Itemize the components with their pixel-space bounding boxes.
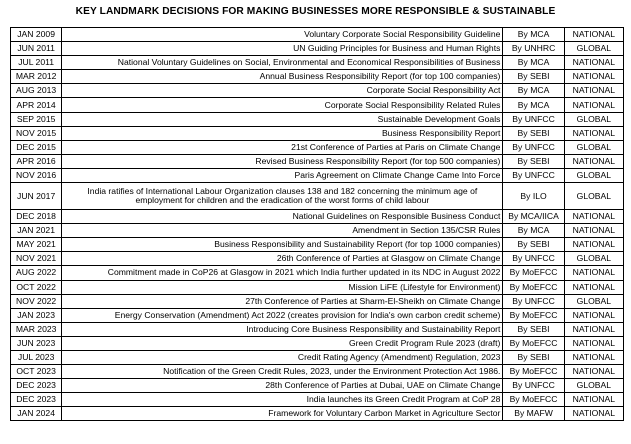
scope-cell: GLOBAL: [564, 294, 623, 308]
table-row: [11, 84, 624, 98]
table-row: [11, 112, 624, 126]
date-cell: DEC 2015: [11, 140, 62, 154]
scope-cell: NATIONAL: [564, 336, 623, 350]
decision-cell: Framework for Voluntary Carbon Market in Agriculture Sector: [62, 407, 503, 421]
decision-cell: National Guidelines on Responsible Business Conduct: [62, 210, 503, 224]
decision-cell: 28th Conference of Parties at Dubai, UAE on Climate Change: [62, 379, 503, 393]
table-row: [11, 252, 624, 266]
authority-cell: By UNHRC: [503, 42, 564, 56]
table-row: [11, 238, 624, 252]
decision-cell: Credit Rating Agency (Amendment) Regulation, 2023: [62, 350, 503, 364]
authority-cell: By MCA: [503, 28, 564, 42]
date-cell: SEP 2015: [11, 112, 62, 126]
decision-cell: 21st Conference of Parties at Paris on Climate Change: [62, 140, 503, 154]
scope-cell: GLOBAL: [564, 379, 623, 393]
date-cell: NOV 2021: [11, 252, 62, 266]
table-row: [11, 42, 624, 56]
date-cell: MAR 2012: [11, 70, 62, 84]
authority-cell: By SEBI: [503, 322, 564, 336]
date-cell: JAN 2021: [11, 224, 62, 238]
decision-cell: India ratifies of International Labour Organization clauses 138 and 182 concerning the minimum age of employment for children and the eradication of the worst forms of child labour: [62, 183, 503, 210]
table-row: [11, 210, 624, 224]
decision-cell: Paris Agreement on Climate Change Came Into Force: [62, 168, 503, 182]
table-row: [11, 393, 624, 407]
scope-cell: NATIONAL: [564, 210, 623, 224]
table-row: [11, 140, 624, 154]
date-cell: OCT 2022: [11, 280, 62, 294]
scope-cell: GLOBAL: [564, 140, 623, 154]
decision-cell: Amendment in Section 135/CSR Rules: [62, 224, 503, 238]
decision-cell: Energy Conservation (Amendment) Act 2022 (creates provision for India's own carbon credit scheme): [62, 308, 503, 322]
decision-cell: Business Responsibility Report: [62, 126, 503, 140]
scope-cell: NATIONAL: [564, 407, 623, 421]
page-title: KEY LANDMARK DECISIONS FOR MAKING BUSINESSES MORE RESPONSIBLE & SUSTAINABLE: [75, 6, 556, 17]
authority-cell: By MoEFCC: [503, 280, 564, 294]
date-cell: JAN 2009: [11, 28, 62, 42]
authority-cell: By MCA: [503, 84, 564, 98]
date-cell: DEC 2018: [11, 210, 62, 224]
scope-cell: NATIONAL: [564, 224, 623, 238]
table-row: [11, 98, 624, 112]
scope-cell: NATIONAL: [564, 350, 623, 364]
date-cell: JUL 2011: [11, 56, 62, 70]
decision-cell: 27th Conference of Parties at Sharm-El-Sheikh on Climate Change: [62, 294, 503, 308]
scope-cell: NATIONAL: [564, 98, 623, 112]
date-cell: MAR 2023: [11, 322, 62, 336]
decision-cell: Notification of the Green Credit Rules, 2023, under the Environment Protection Act 1986.: [62, 365, 503, 379]
authority-cell: By UNFCC: [503, 252, 564, 266]
scope-cell: GLOBAL: [564, 252, 623, 266]
table-row: [11, 280, 624, 294]
scope-cell: NATIONAL: [564, 308, 623, 322]
table-row: [11, 224, 624, 238]
authority-cell: By MCA: [503, 56, 564, 70]
date-cell: JUN 2011: [11, 42, 62, 56]
decision-cell: Annual Business Responsibility Report (for top 100 companies): [62, 70, 503, 84]
authority-cell: By UNFCC: [503, 140, 564, 154]
table-row: [11, 168, 624, 182]
authority-cell: By MoEFCC: [503, 336, 564, 350]
decision-cell: Mission LiFE (Lifestyle for Environment): [62, 280, 503, 294]
landmark-decisions-table: [10, 27, 624, 421]
authority-cell: By SEBI: [503, 154, 564, 168]
scope-cell: NATIONAL: [564, 70, 623, 84]
table-row: [11, 322, 624, 336]
date-cell: NOV 2016: [11, 168, 62, 182]
decision-cell: Business Responsibility and Sustainability Report (for top 1000 companies): [62, 238, 503, 252]
decision-cell: Commitment made in CoP26 at Glasgow in 2021 which India further updated in its NDC in August 2022: [62, 266, 503, 280]
date-cell: JUN 2017: [11, 183, 62, 210]
table-row: [11, 336, 624, 350]
decision-cell: Revised Business Responsibility Report (for top 500 companies): [62, 154, 503, 168]
table-row: [11, 308, 624, 322]
table-row: [11, 70, 624, 84]
decision-cell: National Voluntary Guidelines on Social, Environmental and Economical Responsibilities of Business: [62, 56, 503, 70]
table-row: [11, 379, 624, 393]
table-row: [11, 154, 624, 168]
date-cell: JAN 2023: [11, 308, 62, 322]
table-row: [11, 266, 624, 280]
scope-cell: NATIONAL: [564, 266, 623, 280]
authority-cell: By MoEFCC: [503, 308, 564, 322]
authority-cell: By UNFCC: [503, 294, 564, 308]
authority-cell: By UNFCC: [503, 112, 564, 126]
table-row: [11, 350, 624, 364]
scope-cell: NATIONAL: [564, 280, 623, 294]
decision-cell: Corporate Social Responsibility Act: [62, 84, 503, 98]
scope-cell: GLOBAL: [564, 112, 623, 126]
date-cell: AUG 2013: [11, 84, 62, 98]
scope-cell: NATIONAL: [564, 28, 623, 42]
table-row: [11, 28, 624, 42]
scope-cell: NATIONAL: [564, 154, 623, 168]
date-cell: JAN 2024: [11, 407, 62, 421]
date-cell: DEC 2023: [11, 393, 62, 407]
table-row: [11, 183, 624, 210]
authority-cell: By MoEFCC: [503, 266, 564, 280]
authority-cell: By MCA: [503, 224, 564, 238]
date-cell: APR 2014: [11, 98, 62, 112]
scope-cell: NATIONAL: [564, 322, 623, 336]
authority-cell: By SEBI: [503, 70, 564, 84]
authority-cell: By SEBI: [503, 238, 564, 252]
decision-cell: Corporate Social Responsibility Related Rules: [62, 98, 503, 112]
decision-cell: 26th Conference of Parties at Glasgow on Climate Change: [62, 252, 503, 266]
decision-cell: Introducing Core Business Responsibility and Sustainability Report: [62, 322, 503, 336]
scope-cell: NATIONAL: [564, 365, 623, 379]
date-cell: MAY 2021: [11, 238, 62, 252]
date-cell: APR 2016: [11, 154, 62, 168]
decision-cell: India launches its Green Credit Program at CoP 28: [62, 393, 503, 407]
date-cell: DEC 2023: [11, 379, 62, 393]
date-cell: AUG 2022: [11, 266, 62, 280]
table-row: [11, 294, 624, 308]
table-row: [11, 56, 624, 70]
authority-cell: By MCA/IICA: [503, 210, 564, 224]
authority-cell: By MoEFCC: [503, 393, 564, 407]
scope-cell: NATIONAL: [564, 126, 623, 140]
authority-cell: By SEBI: [503, 126, 564, 140]
scope-cell: NATIONAL: [564, 393, 623, 407]
authority-cell: By SEBI: [503, 350, 564, 364]
table-row: [11, 365, 624, 379]
decision-cell: Green Credit Program Rule 2023 (draft): [62, 336, 503, 350]
scope-cell: NATIONAL: [564, 84, 623, 98]
scope-cell: NATIONAL: [564, 56, 623, 70]
decision-cell: UN Guiding Principles for Business and Human Rights: [62, 42, 503, 56]
table-body: [11, 28, 624, 421]
authority-cell: By UNFCC: [503, 168, 564, 182]
table-row: [11, 407, 624, 421]
scope-cell: NATIONAL: [564, 238, 623, 252]
date-cell: JUN 2023: [11, 336, 62, 350]
date-cell: OCT 2023: [11, 365, 62, 379]
authority-cell: By MCA: [503, 98, 564, 112]
authority-cell: By MoEFCC: [503, 365, 564, 379]
scope-cell: GLOBAL: [564, 168, 623, 182]
date-cell: NOV 2022: [11, 294, 62, 308]
table-row: [11, 126, 624, 140]
decision-cell: Voluntary Corporate Social Responsibility Guideline: [62, 28, 503, 42]
date-cell: NOV 2015: [11, 126, 62, 140]
scope-cell: GLOBAL: [564, 42, 623, 56]
authority-cell: By ILO: [503, 183, 564, 210]
authority-cell: By MAFW: [503, 407, 564, 421]
scope-cell: GLOBAL: [564, 183, 623, 210]
date-cell: JUL 2023: [11, 350, 62, 364]
authority-cell: By UNFCC: [503, 379, 564, 393]
decision-cell: Sustainable Development Goals: [62, 112, 503, 126]
